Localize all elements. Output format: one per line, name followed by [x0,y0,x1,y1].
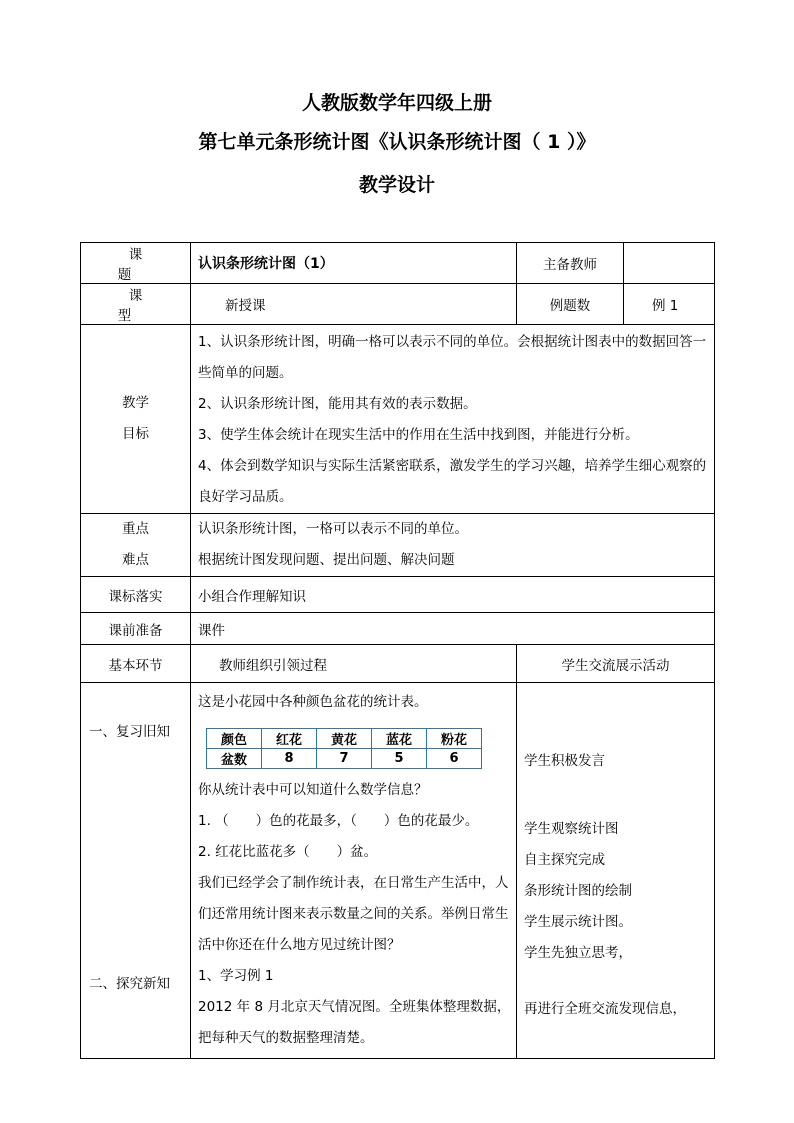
goals-label: 教学 目标 [81,325,191,514]
stat-value: 8 [262,749,317,769]
flower-stat-table [206,728,482,769]
document-subtitle: 第七单元条形统计图《认识条形统计图（ 1 ）》 [198,131,596,153]
student-item: 再进行全班交流发现信息， [524,1001,686,1017]
goals-list [191,325,715,514]
goal-item: 3、使学生体会统计在现实生活中的作用在生活中找到图，并能进行分析。 [198,427,639,443]
topic-value: 认识条形统计图（1） [191,243,517,284]
row-prep [81,613,715,645]
student-item: 自主探究完成 [524,852,605,868]
header-student: 学生交流展示活动 [517,645,715,683]
type-label: 课 型 [81,284,191,325]
process-line: 2. 红花比蓝花多（ ）盆。 [198,844,378,860]
example-label: 例题数 [517,284,624,325]
lesson-plan-table [80,242,715,1059]
goal-item: 1、认识条形统计图，明确一格可以表示不同的单位。会根据统计图表中的数据回答一些简单的问题。 [198,334,707,381]
stat-header: 颜色 [207,729,262,749]
key-label: 重点 难点 [81,514,191,577]
row-goals [81,325,715,514]
teacher-value [624,243,715,284]
student-item: 条形统计图的绘制 [524,883,632,899]
topic-label: 课 题 [81,243,191,284]
process-line: 2012 年 8 月北京天气情况图。全班集体整理数据，把每种天气的数据整理清楚。 [198,999,511,1046]
student-item: 学生观察统计图 [524,821,619,837]
row-key-difficulty [81,514,715,577]
process-line: 我们已经学会了制作统计表，在日常生产生活中，人们还常用统计图来表示数量之间的关系。举例日常生活中你还在什么地方见过统计图？ [198,875,509,953]
stat-value: 7 [317,749,372,769]
process-line: 1. （ ）色的花最多，（ ）色的花最少。 [198,813,479,829]
row-standard [81,577,715,613]
stat-value: 盆数 [207,749,262,769]
student-activity [517,683,715,1059]
stat-header: 蓝花 [372,729,427,749]
intro-text: 这是小花园中各种颜色盆花的统计表。 [198,694,428,710]
stat-value: 6 [427,749,482,769]
row-header [81,645,715,683]
student-item: 学生积极发言 [524,753,605,769]
standard-label: 课标落实 [81,577,191,613]
student-item: 学生先独立思考， [524,945,632,961]
example-value: 例 1 [624,284,715,325]
header-teacher: 教师组织引领过程 [191,645,517,683]
stage-explore: 二、探究新知 [89,976,170,992]
process-line: 你从统计表中可以知道什么数学信息？ [198,782,428,798]
student-list [524,814,632,969]
prep-label: 课前准备 [81,613,191,645]
process-line: 1、学习例 1 [198,968,274,984]
document-heading: 教学设计 [358,174,435,196]
stage-review: 一、复习旧知 [89,724,170,740]
type-value: 新授课 [191,284,517,325]
teacher-process [191,683,517,1059]
row-type [81,284,715,325]
prep-value: 课件 [191,613,715,645]
header-stage: 基本环节 [81,645,191,683]
document-title: 人教版数学年四级上册 [301,92,492,114]
row-process [81,683,715,1059]
student-item: 学生展示统计图。 [524,914,632,930]
stage-cell [81,683,191,1059]
goal-item: 4、体会到数学知识与实际生活紧密联系，激发学生的学习兴趣，培养学生细心观察的良好学习品质。 [198,458,707,505]
stat-header: 粉花 [427,729,482,749]
row-topic [81,243,715,284]
key-values: 认识条形统计图，一格可以表示不同的单位。 根据统计图发现问题、提出问题、解决问题 [191,514,715,577]
stat-value: 5 [372,749,427,769]
goal-item: 2、认识条形统计图，能用其有效的表示数据。 [198,396,477,412]
teacher-label: 主备教师 [517,243,624,284]
stat-header: 黄花 [317,729,372,749]
standard-value: 小组合作理解知识 [191,577,715,613]
stat-header: 红花 [262,729,317,749]
